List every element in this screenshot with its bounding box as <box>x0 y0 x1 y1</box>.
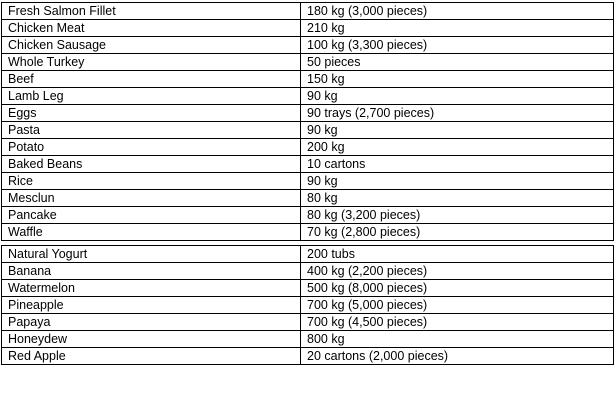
item-name-cell: Rice <box>2 173 301 190</box>
item-name-cell: Beef <box>2 71 301 88</box>
table-row <box>2 3 614 20</box>
item-name-cell: Fresh Salmon Fillet <box>2 3 301 20</box>
item-name-cell: Eggs <box>2 105 301 122</box>
quantity-cell: 20 cartons (2,000 pieces) <box>301 348 614 365</box>
quantity-cell: 200 tubs <box>301 246 614 263</box>
table-row <box>2 224 614 241</box>
table-row <box>2 20 614 37</box>
item-name-cell: Mesclun <box>2 190 301 207</box>
fruit-dairy-table <box>1 245 614 365</box>
table-row <box>2 173 614 190</box>
item-name-cell: Honeydew <box>2 331 301 348</box>
item-name-cell: Watermelon <box>2 280 301 297</box>
quantity-cell: 100 kg (3,300 pieces) <box>301 37 614 54</box>
item-name-cell: Waffle <box>2 224 301 241</box>
table-row <box>2 280 614 297</box>
fruit-dairy-table-body <box>2 246 614 365</box>
table-row <box>2 190 614 207</box>
item-name-cell: Natural Yogurt <box>2 246 301 263</box>
item-name-cell: Potato <box>2 139 301 156</box>
quantity-cell: 90 trays (2,700 pieces) <box>301 105 614 122</box>
table-row <box>2 122 614 139</box>
table-row <box>2 71 614 88</box>
table-row <box>2 263 614 280</box>
quantity-cell: 400 kg (2,200 pieces) <box>301 263 614 280</box>
table-row <box>2 207 614 224</box>
quantity-cell: 700 kg (5,000 pieces) <box>301 297 614 314</box>
table-row <box>2 88 614 105</box>
quantity-cell: 90 kg <box>301 88 614 105</box>
item-name-cell: Pineapple <box>2 297 301 314</box>
item-name-cell: Papaya <box>2 314 301 331</box>
table-row <box>2 246 614 263</box>
quantity-cell: 80 kg (3,200 pieces) <box>301 207 614 224</box>
quantity-cell: 90 kg <box>301 173 614 190</box>
table-row <box>2 37 614 54</box>
item-name-cell: Pasta <box>2 122 301 139</box>
protein-staples-table <box>1 2 614 241</box>
quantity-cell: 500 kg (8,000 pieces) <box>301 280 614 297</box>
quantity-cell: 10 cartons <box>301 156 614 173</box>
table-row <box>2 105 614 122</box>
item-name-cell: Lamb Leg <box>2 88 301 105</box>
item-name-cell: Baked Beans <box>2 156 301 173</box>
quantity-cell: 150 kg <box>301 71 614 88</box>
table-row <box>2 156 614 173</box>
table-row <box>2 297 614 314</box>
quantity-cell: 800 kg <box>301 331 614 348</box>
quantity-cell: 700 kg (4,500 pieces) <box>301 314 614 331</box>
item-name-cell: Chicken Sausage <box>2 37 301 54</box>
quantity-cell: 180 kg (3,000 pieces) <box>301 3 614 20</box>
protein-staples-table-body <box>2 3 614 241</box>
item-name-cell: Whole Turkey <box>2 54 301 71</box>
quantity-cell: 200 kg <box>301 139 614 156</box>
quantity-cell: 90 kg <box>301 122 614 139</box>
table-row <box>2 348 614 365</box>
item-name-cell: Pancake <box>2 207 301 224</box>
table-row <box>2 54 614 71</box>
table-row <box>2 314 614 331</box>
quantity-cell: 50 pieces <box>301 54 614 71</box>
inventory-document <box>1 2 613 365</box>
table-row <box>2 139 614 156</box>
quantity-cell: 210 kg <box>301 20 614 37</box>
item-name-cell: Chicken Meat <box>2 20 301 37</box>
quantity-cell: 80 kg <box>301 190 614 207</box>
item-name-cell: Banana <box>2 263 301 280</box>
quantity-cell: 70 kg (2,800 pieces) <box>301 224 614 241</box>
item-name-cell: Red Apple <box>2 348 301 365</box>
table-row <box>2 331 614 348</box>
